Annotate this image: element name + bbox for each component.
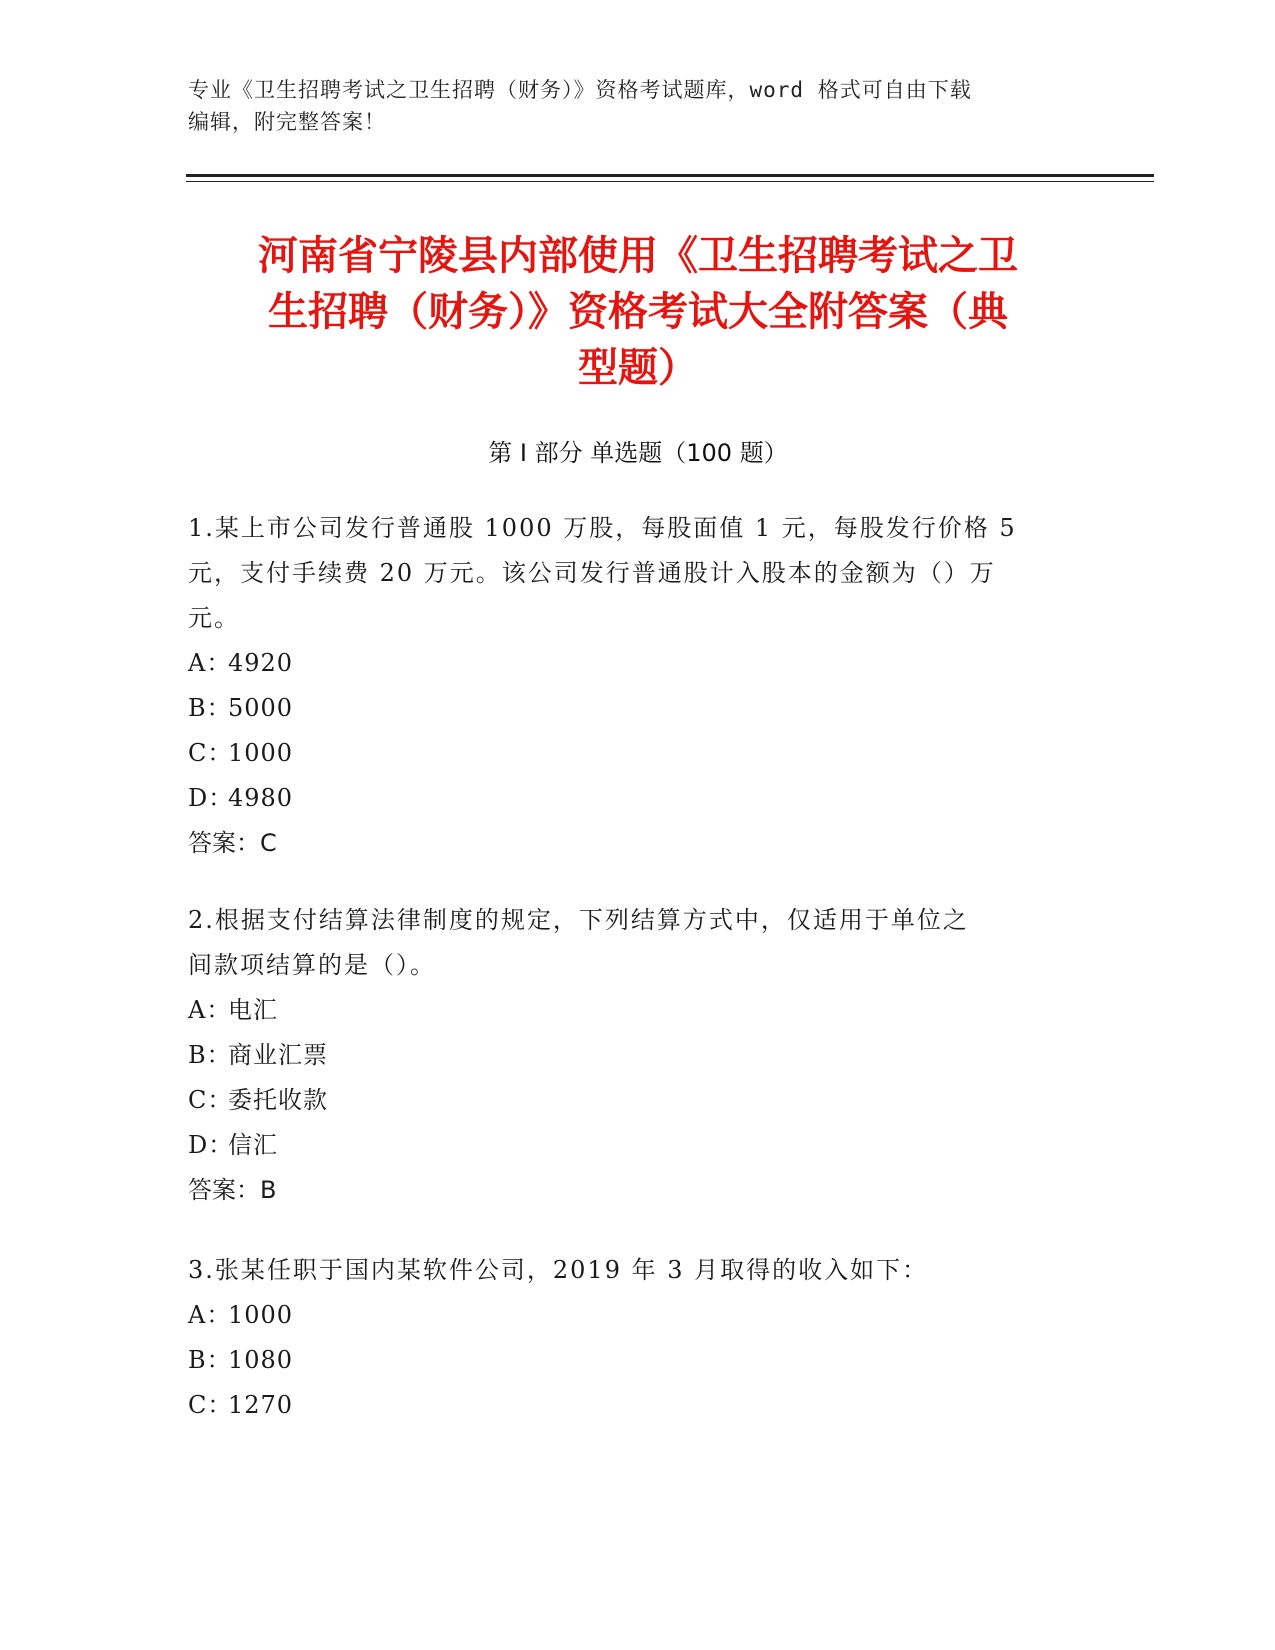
option-key: C：: [188, 739, 233, 767]
answer-line: 答案：B: [188, 1176, 277, 1204]
option-text: 商业汇票: [228, 1041, 328, 1069]
option-d: [188, 1123, 1068, 1168]
header-note: [188, 74, 1088, 138]
question-item: [188, 1248, 1068, 1428]
option-key: B：: [188, 1346, 232, 1374]
option-text: 电汇: [228, 996, 278, 1024]
header-note-line-1: 专业《卫生招聘考试之卫生招聘（财务）》资格考试题库，word 格式可自由下载: [188, 78, 972, 102]
option-b: [188, 1338, 1068, 1383]
header-divider-thin: [186, 181, 1154, 182]
option-text: 1000: [228, 739, 294, 767]
document-title: [188, 228, 1088, 396]
document-title-line-3: 型题）: [578, 345, 698, 391]
option-a: [188, 1293, 1068, 1338]
option-c: [188, 1383, 1068, 1428]
question-stem-line: 元。: [188, 604, 240, 632]
option-key: B：: [188, 694, 232, 722]
option-text: 1270: [228, 1391, 294, 1419]
header-divider-thick: [186, 174, 1154, 177]
header-note-line-2: 编辑，附完整答案！: [188, 110, 386, 134]
question-stem-line: 间款项结算的是（）。: [188, 951, 436, 979]
option-text: 委托收款: [228, 1086, 328, 1114]
option-key: D：: [188, 1131, 234, 1159]
option-c: [188, 731, 1068, 776]
question-item: [188, 898, 1068, 1213]
option-a: [188, 988, 1068, 1033]
option-key: A：: [188, 1301, 232, 1329]
option-b: [188, 686, 1068, 731]
option-key: A：: [188, 996, 232, 1024]
question-stem-line: 1.某上市公司发行普通股 1000 万股，每股面值 1 元，每股发行价格 5: [188, 514, 1017, 542]
option-key: A：: [188, 649, 232, 677]
option-c: [188, 1078, 1068, 1123]
option-key: C：: [188, 1391, 233, 1419]
option-key: D：: [188, 784, 234, 812]
question-item: [188, 506, 1068, 866]
document-title-line-1: 河南省宁陵县内部使用《卫生招聘考试之卫: [258, 233, 1018, 279]
option-text: 信汇: [228, 1131, 278, 1159]
option-text: 5000: [228, 694, 294, 722]
question-stem-line: 2.根据支付结算法律制度的规定，下列结算方式中，仅适用于单位之: [188, 906, 969, 934]
option-text: 1000: [228, 1301, 294, 1329]
option-key: C：: [188, 1086, 233, 1114]
section-heading: 第 I 部分 单选题（100 题）: [488, 439, 788, 467]
document-title-line-2: 生招聘（财务）》资格考试大全附答案（典: [268, 289, 1008, 335]
option-key: B：: [188, 1041, 232, 1069]
option-text: 4980: [228, 784, 294, 812]
question-stem-line: 元，支付手续费 20 万元。该公司发行普通股计入股本的金额为（）万: [188, 559, 996, 587]
question-stem-line: 3.张某任职于国内某软件公司，2019 年 3 月取得的收入如下：: [188, 1256, 929, 1284]
option-text: 4920: [228, 649, 294, 677]
option-d: [188, 776, 1068, 821]
answer-line: 答案：C: [188, 829, 277, 857]
option-b: [188, 1033, 1068, 1078]
option-a: [188, 641, 1068, 686]
option-text: 1080: [228, 1346, 294, 1374]
